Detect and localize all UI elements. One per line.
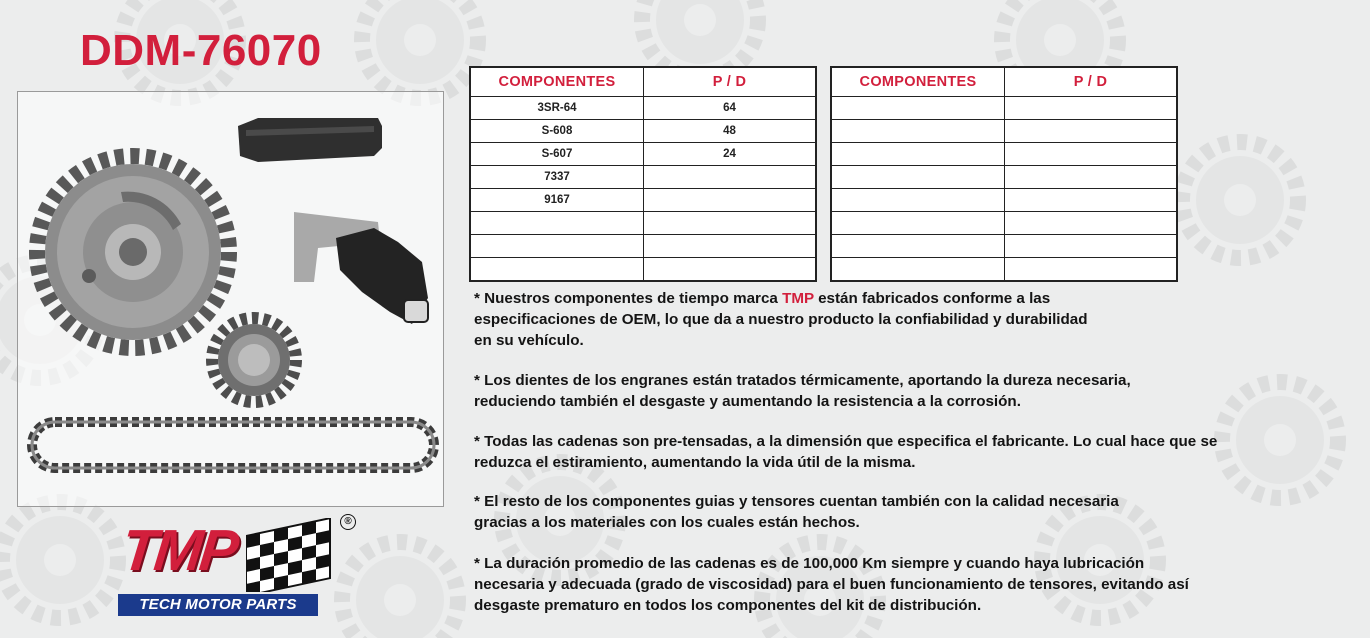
paragraph-heat-treated-teeth (474, 370, 1131, 412)
column-header-componentes: COMPONENTES (831, 67, 1005, 97)
component-cell: S-607 (470, 143, 644, 166)
paragraph-text: * La duración promedio de las cadenas es de 100,000 Km siempre y cuando haya lubricación (474, 555, 1145, 572)
table-row (470, 189, 816, 212)
bg-gear-icon (1222, 382, 1338, 498)
pd-cell (1005, 166, 1178, 189)
column-header-componentes: COMPONENTES (470, 67, 644, 97)
table-row (470, 212, 816, 235)
table-row (470, 120, 816, 143)
pd-cell (1005, 258, 1178, 282)
brand-name: TMP (782, 290, 814, 307)
pd-cell (1005, 212, 1178, 235)
bg-gear-icon (1182, 142, 1298, 258)
paragraph-text: reduciendo también el desgaste y aumentando la resistencia a la corrosión. (474, 393, 1021, 410)
component-cell: S-608 (470, 120, 644, 143)
table-row (831, 97, 1177, 120)
table-row (831, 189, 1177, 212)
chain-guide-icon (238, 118, 382, 162)
product-photo (17, 91, 444, 507)
component-cell (470, 235, 644, 258)
component-cell: 9167 (470, 189, 644, 212)
component-cell (831, 166, 1005, 189)
bg-gear-icon (342, 542, 458, 638)
paragraph-text: reduzca el estiramiento, aumentando la vida útil de la misma. (474, 454, 916, 471)
table-row (470, 258, 816, 282)
paragraph-guides-tensioners (474, 491, 1119, 533)
paragraph-text: especificaciones de OEM, lo que da a nuestro producto la confiabilidad y durabilidad (474, 311, 1088, 328)
timing-kit-illustration (18, 92, 443, 506)
pd-cell (1005, 189, 1178, 212)
component-cell (831, 143, 1005, 166)
component-cell: 3SR-64 (470, 97, 644, 120)
components-table-left (469, 66, 817, 282)
bg-gear-icon (362, 0, 478, 98)
checkered-flag-icon (246, 518, 336, 592)
table-row (831, 143, 1177, 166)
cam-sprocket-icon (37, 156, 229, 348)
component-cell (470, 212, 644, 235)
paragraph-oem-compliance (474, 288, 1088, 351)
paragraph-text: * Nuestros componentes de tiempo marca (474, 290, 783, 307)
crank-sprocket-icon (212, 318, 296, 402)
component-cell: 7337 (470, 166, 644, 189)
logo-tagline: TECH MOTOR PARTS (118, 594, 318, 616)
table-row (470, 166, 816, 189)
column-header-pd: P / D (1005, 67, 1178, 97)
paragraph-text: necesaria y adecuada (grado de viscosidad) para el buen funcionamiento de tensores, evitando así (474, 576, 1189, 593)
table-row (470, 97, 816, 120)
component-cell (470, 258, 644, 282)
pd-cell: 24 (644, 143, 817, 166)
paragraph-text: en su vehículo. (474, 332, 584, 349)
paragraph-text: gracias a los materiales con los cuales están hechos. (474, 514, 860, 531)
table-row (831, 258, 1177, 282)
component-cell (831, 212, 1005, 235)
pd-cell (644, 166, 817, 189)
registered-mark: ® (340, 514, 356, 530)
pd-cell: 48 (644, 120, 817, 143)
table-row (831, 120, 1177, 143)
component-cell (831, 235, 1005, 258)
paragraph-text: * Todas las cadenas son pre-tensadas, a la dimensión que especifica el fabricante. Lo cual hace que se (474, 433, 1218, 450)
tmp-logo (116, 512, 356, 618)
table-row (831, 235, 1177, 258)
component-cell (831, 258, 1005, 282)
chain-tensioner-icon (294, 212, 428, 324)
paragraph-text: desgaste prematuro en todos los componentes del kit de distribución. (474, 597, 982, 614)
paragraph-pretensioned-chains (474, 431, 1217, 473)
component-cell (831, 97, 1005, 120)
pd-cell (644, 189, 817, 212)
pd-cell (1005, 143, 1178, 166)
paragraph-text: * El resto de los componentes guias y tensores cuentan también con la calidad necesaria (474, 493, 1119, 510)
component-cell (831, 189, 1005, 212)
component-cell (831, 120, 1005, 143)
pd-cell (1005, 120, 1178, 143)
logo-wordmark: TMP (118, 518, 239, 583)
pd-cell (1005, 235, 1178, 258)
components-table-right (830, 66, 1178, 282)
table-row (831, 166, 1177, 189)
table-header-row (470, 67, 816, 97)
table-row (470, 143, 816, 166)
column-header-pd: P / D (644, 67, 817, 97)
timing-chain-icon (32, 422, 434, 468)
pd-cell: 64 (644, 97, 817, 120)
pd-cell (644, 235, 817, 258)
bg-gear-icon (2, 502, 118, 618)
pd-cell (644, 212, 817, 235)
paragraph-text: * Los dientes de los engranes están tratados térmicamente, aportando la dureza necesaria, (474, 372, 1131, 389)
table-row (831, 212, 1177, 235)
table-header-row (831, 67, 1177, 97)
table-row (470, 235, 816, 258)
paragraph-text: están fabricados conforme a las (813, 290, 1051, 307)
pd-cell (1005, 97, 1178, 120)
product-code-title: DDM-76070 (80, 26, 322, 75)
paragraph-chain-lifespan (474, 553, 1189, 616)
pd-cell (644, 258, 817, 282)
